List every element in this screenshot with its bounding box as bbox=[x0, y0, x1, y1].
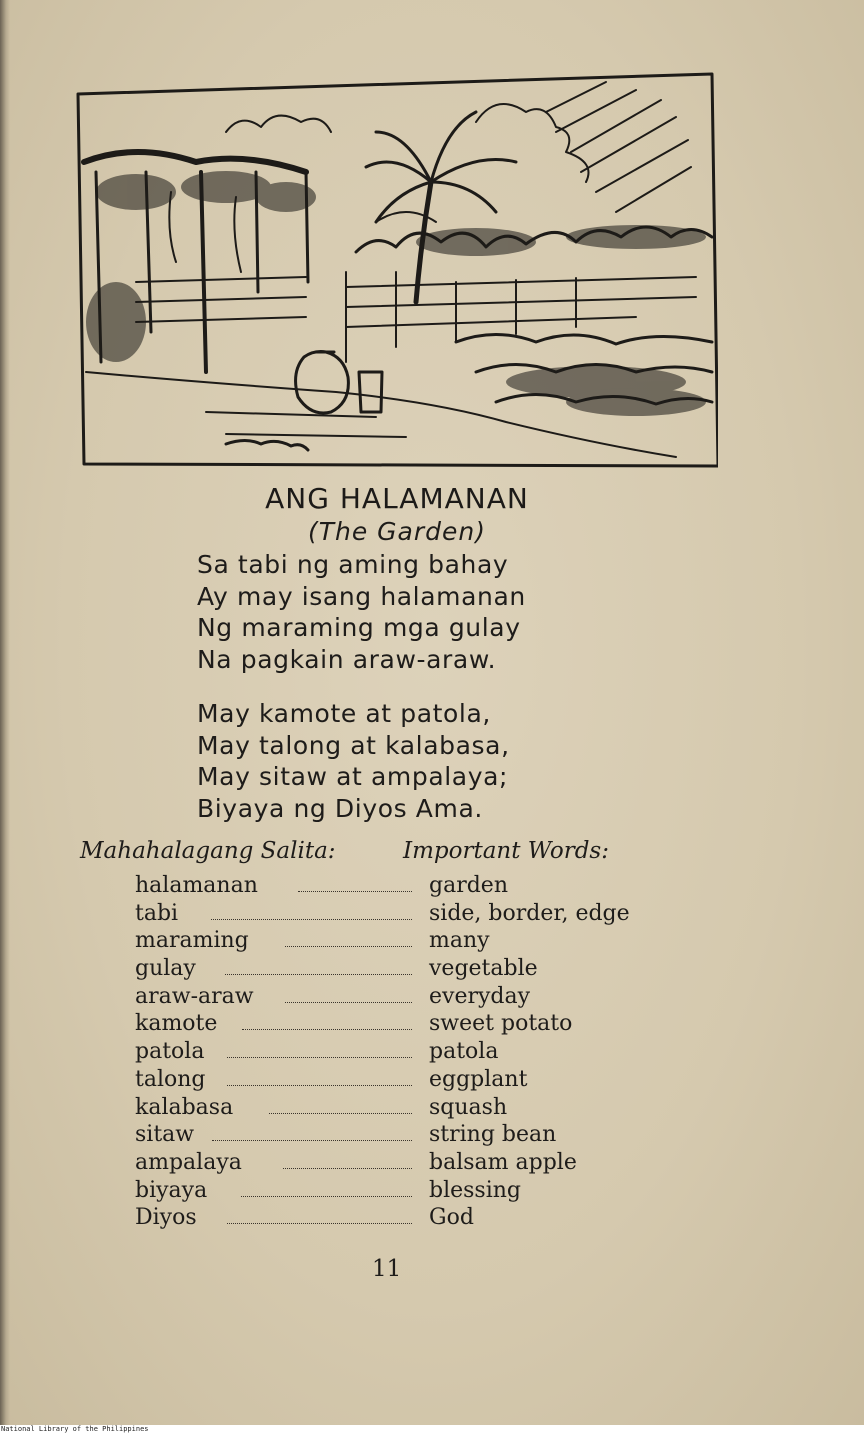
vocab-meaning: eggplant bbox=[429, 1066, 528, 1092]
vocab-meaning: balsam apple bbox=[429, 1149, 577, 1175]
vocab-meaning: side, border, edge bbox=[429, 900, 630, 926]
footer-credit: National Library of the Philippines bbox=[1, 1425, 149, 1433]
vocab-entry bbox=[135, 955, 695, 983]
vocab-entry bbox=[135, 872, 695, 900]
vocab-meaning: vegetable bbox=[429, 956, 538, 982]
page-binding-edge bbox=[0, 0, 10, 1425]
vocab-word: gulay bbox=[135, 956, 196, 982]
poem-stanza bbox=[197, 549, 526, 675]
dot-leader bbox=[283, 1168, 412, 1169]
vocab-meaning: everyday bbox=[429, 983, 531, 1009]
vocab-entry bbox=[135, 927, 695, 955]
vocab-meaning: string bean bbox=[429, 1122, 557, 1148]
page-number: 11 bbox=[372, 1256, 402, 1282]
vocab-word: ampalaya bbox=[135, 1149, 242, 1175]
vocab-word: maraming bbox=[135, 928, 249, 954]
vocab-meaning: blessing bbox=[429, 1177, 522, 1203]
vocab-word: sitaw bbox=[135, 1122, 195, 1148]
vocab-word: Diyos bbox=[135, 1205, 197, 1231]
dot-leader bbox=[298, 891, 412, 892]
vocabulary-list bbox=[135, 872, 695, 1232]
garden-illustration bbox=[76, 72, 718, 468]
dot-leader bbox=[211, 919, 412, 920]
vocab-heading-english: Important Words: bbox=[403, 838, 609, 864]
poem-stanza bbox=[197, 698, 510, 824]
vocab-word: araw-araw bbox=[135, 983, 254, 1009]
vocab-word: halamanan bbox=[135, 873, 258, 898]
vocab-entry bbox=[135, 983, 695, 1011]
vocab-word: kamote bbox=[135, 1011, 218, 1037]
poem-line: Na pagkain araw-araw. bbox=[197, 644, 497, 674]
vocab-meaning: many bbox=[429, 928, 490, 954]
vocab-word: tabi bbox=[135, 900, 179, 926]
vocab-entry bbox=[135, 1010, 695, 1038]
dot-leader bbox=[241, 1196, 412, 1197]
vocab-word: talong bbox=[135, 1066, 206, 1092]
poem-subtitle: (The Garden) bbox=[307, 517, 486, 546]
vocab-meaning: sweet potato bbox=[429, 1011, 573, 1037]
poem-line: May sitaw at ampalaya; bbox=[197, 762, 509, 791]
dot-leader bbox=[242, 1029, 412, 1030]
poem-line: Biyaya ng Diyos Ama. bbox=[197, 793, 483, 823]
vocab-meaning: garden bbox=[429, 873, 508, 898]
vocab-entry bbox=[135, 1121, 695, 1149]
dot-leader bbox=[227, 1057, 412, 1058]
vocab-entry bbox=[135, 1177, 695, 1205]
dot-leader bbox=[227, 1085, 412, 1086]
poem-line: May talong at kalabasa, bbox=[197, 730, 510, 760]
vocab-word: kalabasa bbox=[135, 1094, 234, 1120]
poem-title: ANG HALAMANAN bbox=[265, 482, 529, 515]
vocab-entry bbox=[135, 900, 695, 928]
vocab-entry bbox=[135, 1066, 695, 1094]
poem-line: May kamote at patola, bbox=[197, 699, 491, 728]
poem-line: Sa tabi ng aming bahay bbox=[197, 550, 509, 579]
vocab-meaning: God bbox=[429, 1205, 474, 1231]
dot-leader bbox=[285, 946, 412, 947]
vocab-entry bbox=[135, 1149, 695, 1177]
vocab-heading-tagalog: Mahahalagang Salita: bbox=[80, 838, 336, 864]
vocab-meaning: patola bbox=[429, 1039, 499, 1065]
dot-leader bbox=[285, 1002, 412, 1003]
dot-leader bbox=[227, 1223, 412, 1224]
vocab-word: biyaya bbox=[135, 1177, 208, 1203]
vocab-entry bbox=[135, 1094, 695, 1122]
dot-leader bbox=[269, 1113, 412, 1114]
dot-leader bbox=[212, 1140, 412, 1141]
vocab-meaning: squash bbox=[429, 1094, 508, 1120]
poem-line: Ay may isang halamanan bbox=[197, 581, 526, 611]
dot-leader bbox=[225, 974, 412, 975]
vocab-entry bbox=[135, 1038, 695, 1066]
poem-line: Ng maraming mga gulay bbox=[197, 613, 521, 642]
vocab-entry bbox=[135, 1204, 695, 1232]
vocab-word: patola bbox=[135, 1039, 205, 1065]
